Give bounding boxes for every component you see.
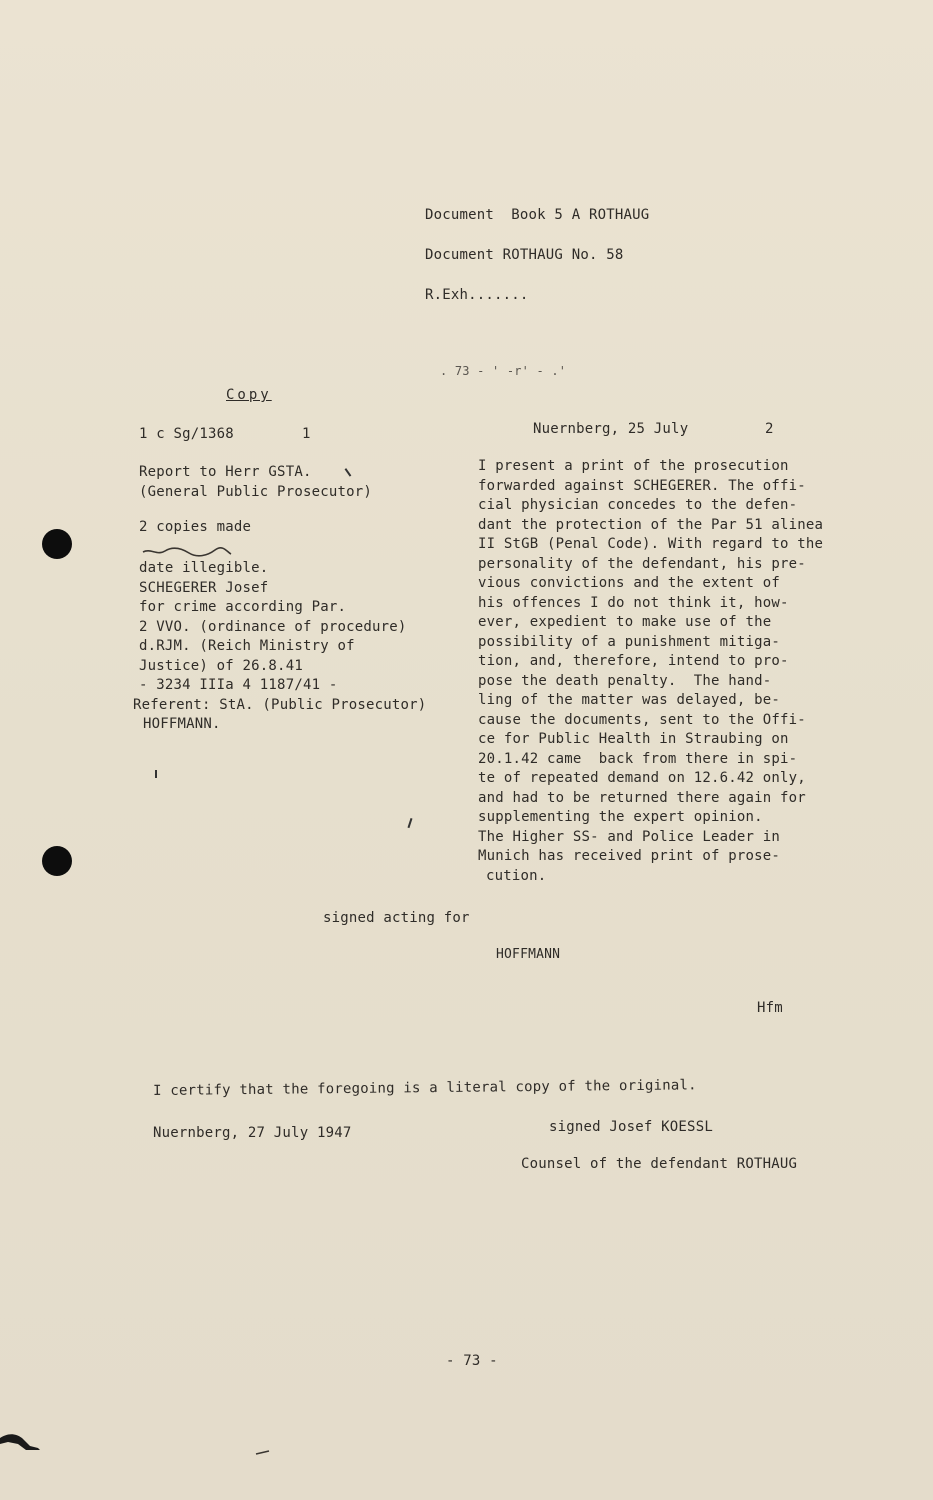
left-line: HOFFMANN. xyxy=(143,716,221,732)
stray-dash xyxy=(255,1440,271,1445)
right-line: and had to be returned there again for xyxy=(478,789,806,806)
left-line: d.RJM. (Reich Ministry of xyxy=(139,638,355,654)
signed-acting-for: signed acting for xyxy=(323,910,470,926)
illegible-stamp: . 73 - ' -r' - .' xyxy=(440,364,567,378)
right-line: supplementing the expert opinion. xyxy=(478,809,763,825)
right-line: cause the documents, sent to the Offi- xyxy=(478,711,806,728)
right-line: pose the death penalty. The hand- xyxy=(478,672,772,689)
right-line: his offences I do not think it, how- xyxy=(478,594,789,611)
right-line: 20.1.42 came back from there in spi- xyxy=(478,750,798,767)
ink-smudge xyxy=(0,1428,44,1452)
copy-heading: Copy xyxy=(226,387,272,403)
right-line: ever, expedient to make use of the xyxy=(478,614,772,630)
right-line: Munich has received print of prose- xyxy=(478,848,781,864)
right-line: cial physician concedes to the defen- xyxy=(478,497,798,513)
right-line: The Higher SS- and Police Leader in xyxy=(478,828,781,845)
left-line: 2 copies made xyxy=(139,519,252,535)
stray-mark xyxy=(407,818,412,828)
punch-hole-bottom xyxy=(42,846,72,876)
page-number: - 73 - xyxy=(446,1353,498,1369)
signatory-initials: Hfm xyxy=(757,1000,783,1016)
left-line: Justice) of 26.8.41 xyxy=(139,657,303,674)
left-line: - 3234 IIIa 4 1187/41 - xyxy=(139,677,338,693)
punch-hole-top xyxy=(42,529,72,559)
right-line: forwarded against SCHEGERER. The offi- xyxy=(478,477,806,494)
right-line: vious convictions and the extent of xyxy=(478,575,781,591)
stray-mark xyxy=(345,468,351,476)
document-book-line: Document Book 5 A ROTHAUG xyxy=(425,207,650,223)
left-line: for crime according Par. xyxy=(139,599,347,615)
right-line: possibility of a punishment mitiga- xyxy=(478,633,781,650)
right-line: personality of the defendant, his pre- xyxy=(478,555,806,572)
right-line: te of repeated demand on 12.6.42 only, xyxy=(478,770,806,786)
right-place-date: Nuernberg, 25 July xyxy=(533,421,689,437)
left-line: Report to Herr GSTA. xyxy=(139,464,312,480)
right-page-index: 2 xyxy=(765,421,774,437)
reference-number: 1 c Sg/1368 xyxy=(139,426,234,442)
right-line: dant the protection of the Par 51 alinea xyxy=(478,516,824,533)
right-line: ce for Public Health in Straubing on xyxy=(478,731,789,747)
right-line: ling of the matter was delayed, be- xyxy=(478,692,781,708)
reference-number-suffix: 1 xyxy=(302,426,311,442)
right-line: cution. xyxy=(486,867,547,884)
left-line: 2 VVO. (ordinance of procedure) xyxy=(139,618,407,635)
certification-place-date: Nuernberg, 27 July 1947 xyxy=(153,1125,352,1141)
signatory-name: HOFFMANN xyxy=(496,947,561,962)
document-number-line: Document ROTHAUG No. 58 xyxy=(425,247,624,263)
left-line: date illegible. xyxy=(139,560,269,576)
illegible-handwriting xyxy=(141,543,233,555)
certification-statement: I certify that the foregoing is a literal copy of the original. xyxy=(153,1077,697,1099)
certification-signed: signed Josef KOESSL xyxy=(549,1119,713,1135)
exhibit-line: R.Exh....... xyxy=(425,287,529,303)
left-line: Referent: StA. (Public Prosecutor) xyxy=(133,696,427,713)
right-line: tion, and, therefore, intend to pro- xyxy=(478,653,789,669)
stray-mark xyxy=(155,770,157,778)
right-line: II StGB (Penal Code). With regard to the xyxy=(478,536,824,552)
left-line: (General Public Prosecutor) xyxy=(139,483,372,500)
certification-counsel: Counsel of the defendant ROTHAUG xyxy=(521,1156,798,1172)
left-line: SCHEGERER Josef xyxy=(139,579,269,596)
right-line: I present a print of the prosecution xyxy=(478,458,789,474)
